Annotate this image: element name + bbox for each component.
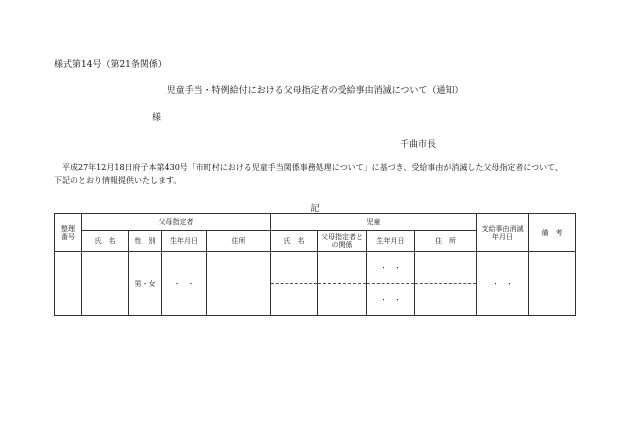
addressee-honorific: 様 [152, 113, 162, 123]
header-parent-birth: 生年月日 [162, 231, 207, 252]
report-table [54, 213, 576, 316]
header-child-address: 住 所 [415, 231, 477, 252]
header-seiri-bango [55, 214, 82, 252]
cell-child-relation-1[interactable] [318, 252, 367, 284]
cell-remarks[interactable] [529, 252, 576, 316]
header-parent-group: 父母指定者 [82, 214, 271, 231]
document-title: 児童手当・特例給付における父母指定者の受給事由消滅について（通知） [166, 86, 464, 96]
header-seiri-label: 整理番号 [61, 224, 75, 241]
header-parent-sex: 性 別 [129, 231, 162, 252]
header-child-group: 児童 [271, 214, 477, 231]
body-line-2: 下記のとおり情報提供いたします。 [54, 176, 182, 185]
cell-child-birth-2[interactable]: ・ ・ [367, 284, 415, 316]
body-line-1: 平成27年12月18日府子本第430号「市町村における児童手当関係事務処理について」に基づき、受給事由が消滅した父母指定者について、 [54, 163, 564, 172]
cell-child-name-2[interactable] [271, 284, 318, 316]
cell-parent-address[interactable] [207, 252, 271, 316]
header-extinction-label: 支給事由消滅年月日 [481, 224, 524, 241]
cell-parent-birth[interactable]: ・ ・ [162, 252, 207, 316]
cell-child-address-1[interactable] [415, 252, 477, 284]
cell-seiri[interactable] [55, 252, 82, 316]
header-parent-name: 氏 名 [82, 231, 129, 252]
sender-name: 千曲市長 [400, 140, 437, 150]
header-child-relation-label: 父母指定者との関係 [321, 233, 363, 249]
header-row-groups [55, 214, 576, 231]
cell-parent-name[interactable] [82, 252, 129, 316]
header-remarks: 備 考 [529, 214, 576, 252]
cell-parent-sex[interactable]: 男・女 [129, 252, 162, 316]
header-parent-address: 住所 [207, 231, 271, 252]
header-child-name: 氏 名 [271, 231, 318, 252]
cell-child-name-1[interactable] [271, 252, 318, 284]
body-text [54, 161, 579, 187]
ki-heading: 記 [310, 204, 320, 214]
header-child-birth: 生年月日 [367, 231, 415, 252]
header-child-relation [318, 231, 367, 252]
cell-child-relation-2[interactable] [318, 284, 367, 316]
cell-extinction-date[interactable]: ・ ・ [477, 252, 529, 316]
cell-child-birth-1[interactable]: ・ ・ [367, 252, 415, 284]
form-number: 様式第14号（第21条関係） [54, 60, 167, 70]
cell-child-address-2[interactable] [415, 284, 477, 316]
header-extinction-date [477, 214, 529, 252]
table-row [55, 252, 576, 284]
